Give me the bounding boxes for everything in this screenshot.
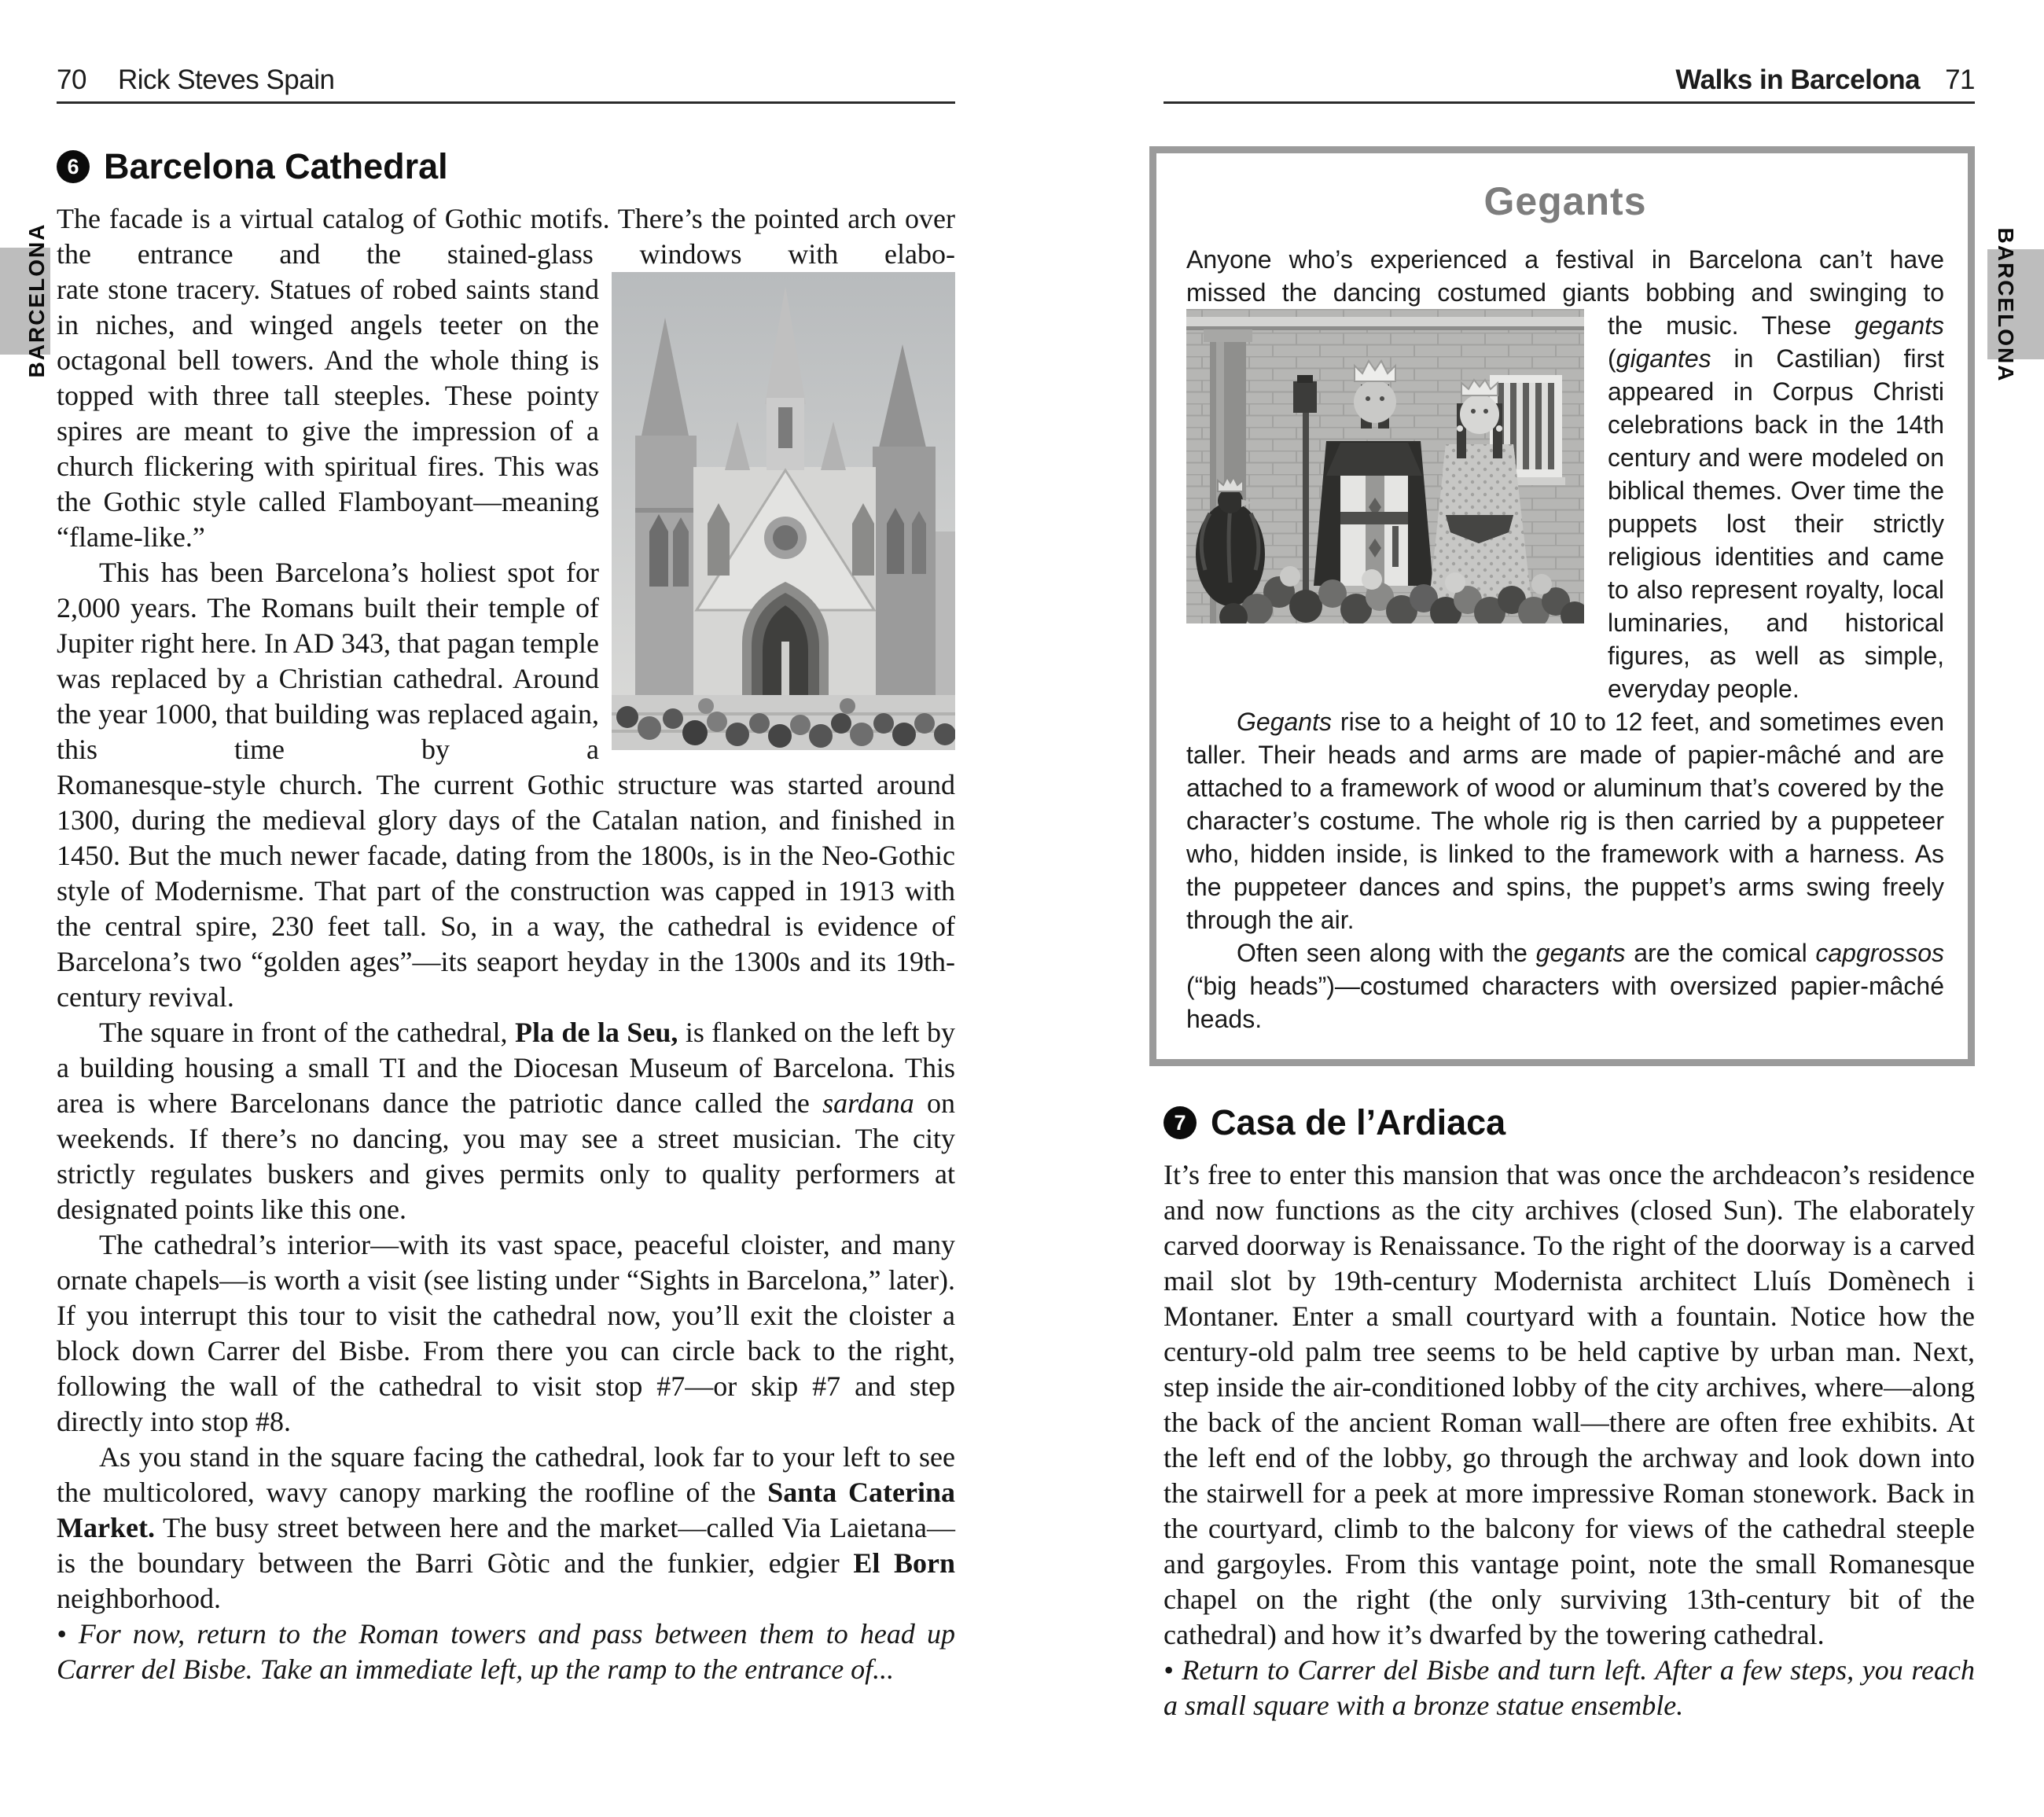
section-heading-barcelona-cathedral (57, 146, 955, 187)
cathedral-para-3: The square in front of the cathedral, Pla de la Seu, is flanked on the left by a building housing a small TI and the Diocesan Museum of Barcelona. This area is where Barcelonans dance the patriotic dance called the sardana on weekends. If there’s no dancing, you may see a street musician. The city strictly regulates buskers and gives permits only to quality performers at designated points like this one. (57, 1017, 956, 1225)
gegants-narrow-column (1608, 309, 1944, 705)
cathedral-para-2-narrow: This has been Barcelona’s holiest spot for 2,000 years. The Romans built their temple of Jupiter right here. In AD 343, that pagan temple was replaced by a Christian cathedral. Around the year 1000, that building was replaced again, this time by a (57, 557, 599, 765)
right-header-rule (1164, 101, 1975, 104)
right-header-title: Walks in Barcelona (1675, 64, 1921, 95)
gegants-photo-illustration (1186, 309, 1584, 623)
right-barcelona-tab-label: BARCELONA (1994, 227, 2018, 383)
cathedral-para-4: The cathedral’s interior—with its vast space, peaceful cloister, and many ornate chapels—is worth a visit (see listing under “Sights in Barcelona,” later). If you interrupt this tour to visit the cathedral now, you’ll exit the cloister a block down Carrer del Bisbe. From there you can circle back to the right, following the wall of the cathedral to visit stop #7—or skip #7 and step directly into stop #8. (57, 1229, 955, 1437)
casa-para-1: It’s free to enter this mansion that was once the archdeacon’s residence and now functions as the city archives (closed Sun). The elaborately carved doorway is Renaissance. To the right of the doorway is a carved mail slot by 19th-century Modernista architect Lluís Domènech i Montaner. Enter a small courtyard with a fountain. Notice how the century-old palm tree seems to be held captive by urban man. Next, step inside the air-conditioned lobby of the city archives, where—along the back of the ancient Roman wall—there are often free exhibits. At the left end of the lobby, go through the archway and look down into the stairwell for a peek at more impressive Roman stonework. Back in the courtyard, climb to the balcony for views of the cathedral steeple and gargoyles. From this vantage point, note the small Romanesque chapel on the right (the only surviving 13th-century bit of the cathedral) and how it’s dwarfed by the towering cathedral. (1164, 1159, 1975, 1650)
cathedral-para-1-wide: The facade is a virtual catalog of Gothic motifs. There’s the pointed arch over the entrance and the stained-glass windows with elabo- (57, 203, 955, 270)
left-page-number: 70 (57, 64, 86, 95)
section-heading-casa-ardiaca (1164, 1102, 1975, 1143)
casa-ardiaca-section (1164, 1102, 1975, 1723)
cathedral-para-2-wide: Romanesque-style church. The current Gothic structure was started around 1300, during the medieval glory days of the Catalan nation, and finished in 1450. But the much newer facade, dating from the 1800s, is in the Neo-Gothic style of Modernisme. That part of the construction was capped in 1913 with the central spire, 230 feet tall. So, in a way, the cathedral is evidence of Barcelona’s two “golden ages”—its seaport heyday in the 1300s and its 19th-century revival. (57, 769, 955, 1013)
cathedral-para-1-narrow: rate stone tracery. Statues of robed saints stand in niches, and winged angels teeter on the octagonal bell towers. And the whole thing is topped with three tall steeples. These pointy spires are meant to give the impression of a church flickering with spiritual fires. This was the Gothic style called Flamboyant—meaning “flame-like.” (57, 274, 599, 553)
gegants-sidebar-box (1149, 146, 1975, 1066)
section-title: Barcelona Cathedral (104, 146, 448, 186)
right-page-column (1164, 146, 1975, 1723)
gegants-box-title: Gegants (1483, 179, 1647, 223)
section-number-badge: 6 (57, 150, 90, 183)
right-page-number: 71 (1945, 64, 1975, 95)
gegants-puppets-photo (1186, 309, 1584, 623)
casa-walk-direction: • Return to Carrer del Bisbe and turn left. After a few steps, you reach a small square with a bronze statue ensemble. (1164, 1654, 1975, 1721)
barcelona-cathedral-photo (612, 272, 955, 750)
left-running-head (57, 64, 334, 96)
gegants-para-1-narrow: the music. These gegants (gigantes in Castilian) first appeared in Corpus Christi celebrations back in the 14th century and were modeled on biblical themes. Over time the puppets lost their strictly religious identities and came to also represent royalty, local luminaries, and historical figures, as well as simple, everyday people. (1608, 311, 1944, 703)
left-page-column (57, 146, 955, 1687)
section-number-badge: 7 (1164, 1106, 1197, 1139)
cathedral-narrow-column (57, 272, 599, 767)
gegants-para-1-wide: Anyone who’s experienced a festival in Barcelona can’t have missed the dancing costumed giants bobbing and swinging to (1186, 245, 1944, 307)
cathedral-photo-illustration (612, 272, 955, 750)
gegants-para-3: Often seen along with the gegants are the comical capgrossos (“big heads”)—costumed characters with oversized papier-mâché heads. (1186, 939, 1945, 1033)
left-header-rule (57, 101, 955, 104)
cathedral-walk-direction: • For now, return to the Roman towers and pass between them to head up Carrer del Bisbe. Take an immediate left, up the ramp to the entrance of... (57, 1618, 955, 1685)
left-header-title: Rick Steves Spain (117, 64, 335, 95)
gegants-photo-text-row (1186, 309, 1944, 705)
cathedral-text-photo-row (57, 272, 955, 767)
section-title: Casa de l’Ardiaca (1211, 1102, 1506, 1142)
gegants-para-2: Gegants rise to a height of 10 to 12 feet, and sometimes even taller. Their heads and arms are made of papier-mâché and are attached to a framework of wood or aluminum that’s covered by the character’s costume. The whole rig is then carried by a puppeteer who, hidden inside, is linked to the framework with a harness. As the puppeteer dances and spins, the puppet’s arms swing freely through the air. (1186, 708, 1944, 934)
left-barcelona-tab-label: BARCELONA (24, 223, 49, 378)
right-running-head (1675, 64, 1975, 96)
cathedral-para-5: As you stand in the square facing the cathedral, look far to your left to see the multicolored, wavy canopy marking the roofline of the Santa Caterina Market. The busy street between here and the market—called Via Laietana—is the boundary between the Barri Gòtic and the funkier, edgier El Born neighborhood. (57, 1441, 956, 1614)
